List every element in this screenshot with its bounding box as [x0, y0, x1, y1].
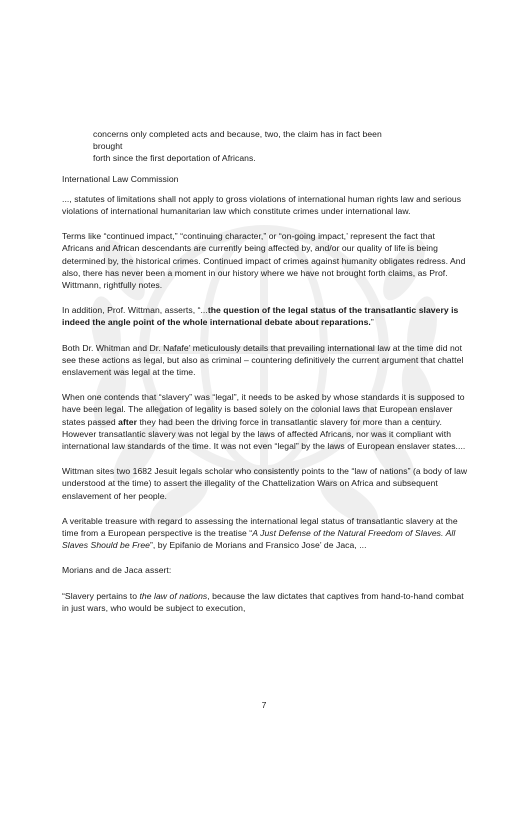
paragraph-whitman-nafafe: Both Dr. Whitman and Dr. Nafafe’ meticulously details that prevailing international law at the time did not see these actions as legal, but also as criminal – countering definitively the current argument that chattel enslavement was legal at the time. — [62, 342, 464, 378]
paragraph-morians-assert: Morians and de Jaca assert: — [62, 565, 172, 576]
page-number: 7 — [261, 700, 267, 710]
paragraph-terms: Terms like “continued impact,” “continuing character,” or “on-going impact,’ represent the fact that Africans and African descendants are currently being affected by, and/or our quality of life is being determined by, the historical crimes. Continued impact of crimes against humanity obligates redress. And also, there has never been a moment in our history where we have not brought forth claims, as Prof. Wittmann, rightfully notes. — [62, 231, 466, 291]
block-quote-1 — [93, 128, 468, 165]
block-quote-5: “Slavery pertains to the law of nations, because the law dictates that captives from hand-to-hand combat in just wars, who would be subject to execution, — [62, 590, 464, 613]
paragraph-jesuit-scholars: Wittman sites two 1682 Jesuit legals scholar who consistently points to the “law of nations” (a body of law understood at the time) to assert the illegality of the Chattelization Wars on Africa and subsequent enslavement of her people. — [62, 466, 468, 501]
block-quote-4: A veritable treasure with regard to assessing the international legal status of transatlantic slavery at the time from a European perspective is the treatise “A Just Defense of the Natural Freedom of Slaves. All Slaves Should be Free”, by Epifanio de Morians and Fransico Jose’ de Jaca, ... — [62, 515, 458, 551]
quote-line: brought — [93, 141, 123, 152]
quote-line: forth since the first deportation of Africans. — [93, 153, 256, 164]
paragraph-wittman-assertion: In addition, Prof. Wittman, asserts, “...the question of the legal status of the transatlantic slavery is indeed the angle point of the whole international debate about reparations.” — [62, 305, 459, 328]
quote-line: concerns only completed acts and because, two, the claim has in fact been — [93, 129, 382, 139]
document-body — [62, 128, 468, 614]
block-quote-3: When one contends that “slavery” was “legal”, it needs to be asked by whose standards it is supposed to have been legal. The allegation of legality is based solely on the colonial laws that European enslaver states passed after they had been the driving force in transatlantic slavery for more than a century. However transatlantic slavery was not legal by the laws of affected Africans, nor was it compliant with international law standards of the time. It was not even “legal” by the laws of European enslaver states.... — [62, 392, 466, 452]
source-label: International Law Commission — [62, 173, 179, 184]
block-quote-2: ..., statutes of limitations shall not apply to gross violations of international human rights law and serious violations of international humanitarian law which constitute crimes under international law. — [62, 193, 462, 217]
